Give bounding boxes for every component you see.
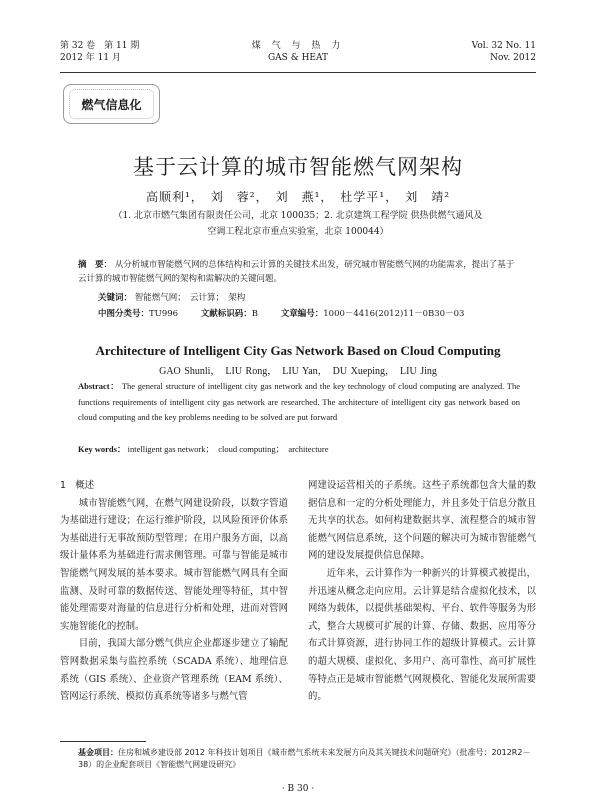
classification-line xyxy=(98,307,518,321)
section-heading: 1 概述 xyxy=(60,480,95,491)
clc-label: 中图分类号： xyxy=(98,309,150,319)
authors-en: GAO Shunli， LIU Rong， LIU Yan， DU Xueping， LIU Jing xyxy=(159,366,437,377)
body-paragraph: 近年来，云计算作为一种新兴的计算模式被提出，并迅速从概念走向应用。云计算是结合虚拟化技术，以网络为载体，以提供基础架构、平台、软件等服务为形式，整合大规模可扩展的计算、存储、数据、应用等分布式计算资源，进行协同工作的超级计算模式。云计算的超大规模、虚拟化、多用户、高可靠性、高可扩展性等特点正是城市智能燃气网规模化、智能化发展所需要的。 xyxy=(308,567,536,703)
journal-name-cn: 煤 气 与 热 力 xyxy=(251,41,345,51)
body-column-left xyxy=(60,477,288,706)
body-paragraph: 城市智能燃气网，在燃气网建设阶段，以数字管道为基础进行建设；在运行维护阶段，以风险预评价体系为基础进行无事故预防型管理；在用户服务方面，以高级计量体系为基础进行需求侧管理。可靠与智能是城市智能燃气网发展的基本要求。城市智能燃气网具有全面监测、及时可靠的数据传送、智能处理等特征，其中智能处理需要对海量的信息进行分析和处理，进而对管网实施智能化的控制。 xyxy=(60,497,288,632)
publication-date-en: Nov. 2012 xyxy=(490,53,536,63)
title-en: Architecture of Intelligent City Gas Network Based on Cloud Computing xyxy=(95,343,501,358)
volume-issue: 第 32 卷 第 11 期 xyxy=(60,41,140,51)
header-rule xyxy=(60,72,536,73)
column-badge-label: 燃气信息化 xyxy=(69,89,154,119)
abstract-cn-text: 从分析城市智能燃气网的总体结构和云计算的关键技术出发，研究城市智能燃气网的功能需求，提出了基于云计算的城市智能燃气网的架构和需解决的关键问题。 xyxy=(78,260,515,284)
volume-issue-en: Vol. 32 No. 11 xyxy=(471,41,536,51)
keywords-en-label: Key words： xyxy=(78,444,126,454)
clc-value: TU996 xyxy=(149,309,179,319)
fund-label: 基金项目： xyxy=(78,748,118,757)
body-column-right xyxy=(308,477,536,706)
journal-name-en: GAS & HEAT xyxy=(267,53,329,63)
abstract-cn xyxy=(78,258,518,286)
keywords-cn-label: 关键词： xyxy=(98,293,133,303)
column-badge xyxy=(63,84,160,124)
page-number: · B 30 · xyxy=(281,784,315,794)
affiliation-cn-line2: 空调工程北京市重点实验室，北京 100044） xyxy=(207,227,389,237)
abstract-en-text: The general structure of intelligent city gas network and the key technology of cloud computing are analyzed. The functions requirements of intelligent city gas network are researched. The architecture of intelligent city gas network based on cloud computing and the key problems needing to be solved are put forward xyxy=(78,381,520,422)
abstract-en-label: Abstract： xyxy=(78,381,120,391)
keywords-cn-text: 智能燃气网； 云计算； 架构 xyxy=(134,293,246,303)
article-no-value: 1000－4416(2012)11－0B30－03 xyxy=(323,309,465,319)
fund-text: 住房和城乡建设部 2012 年科技计划项目《城市燃气系统未来发展方向及其关键技术问题研究》（批准号：2012R2－38）的企业配套项目《智能燃气网建设研究》 xyxy=(78,748,531,769)
keywords-en-text: intelligent gas network； cloud computing； architecture xyxy=(127,444,329,454)
body-paragraph: 网建设运营相关的子系统。这些子系统都包含大量的数据信息和一定的分析处理能力，并且多处于信息分散且无共享的状态。如何构建数据共享、流程整合的城市智能燃气网信息系统，这个问题的解决可为城市智能燃气网的建设发展提供信息保障。 xyxy=(308,480,536,562)
title-cn: 基于云计算的城市智能燃气网架构 xyxy=(133,155,463,179)
doc-code-value: B xyxy=(251,309,259,319)
footnote-rule xyxy=(60,741,146,742)
abstract-en xyxy=(78,379,520,426)
authors-cn: 高顺利¹， 刘 蓉²， 刘 燕¹， 杜学平¹， 刘 靖² xyxy=(145,190,451,204)
keywords-en xyxy=(78,443,520,455)
fund-footnote xyxy=(78,747,538,771)
affiliation-cn-line1: （1. 北京市燃气集团有限责任公司，北京 100035；2. 北京建筑工程学院 供热供燃气通风及 xyxy=(113,211,483,221)
journal-volume-info-en xyxy=(416,40,536,64)
doc-code-label: 文献标识码： xyxy=(200,309,252,319)
journal-volume-info xyxy=(60,40,200,64)
body-paragraph: 目前，我国大部分燃气供应企业都逐步建立了输配管网数据采集与监控系统（SCADA 系统）、地理信息系统（GIS 系统）、企业资产管理系统（EAM 系统）、管网运行系统、模拟仿真系统等诸多与燃气管 xyxy=(60,638,288,703)
journal-name xyxy=(220,40,376,64)
article-no-label: 文章编号： xyxy=(280,309,324,319)
abstract-cn-label: 摘 要： xyxy=(78,260,113,270)
affiliation-cn xyxy=(80,208,516,240)
keywords-cn xyxy=(98,291,518,305)
publication-date: 2012 年 11 月 xyxy=(60,53,121,63)
